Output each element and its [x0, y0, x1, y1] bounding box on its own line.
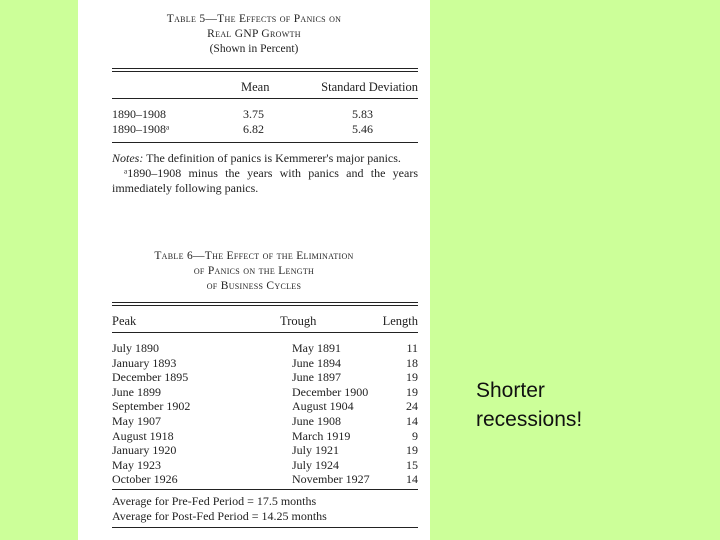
table6-header-peak: Peak [112, 314, 137, 328]
table6-title-line2: of Panics on the Length [193, 265, 315, 277]
table6-cell-peak: December 1895 [112, 370, 189, 385]
table6-cell-trough: December 1900 [292, 384, 369, 399]
table5-notes-text [112, 151, 418, 166]
table6-cell-trough: July 1921 [292, 443, 340, 458]
table5-notes-label: Notes: [112, 151, 144, 165]
table6-top-rule [112, 302, 418, 303]
table6-row [112, 341, 418, 356]
table6-row [112, 385, 418, 400]
table5-row [112, 122, 418, 137]
caption-line1: Shorter [476, 379, 545, 402]
table5-footnote: ᵃ1890–1908 minus the years with panics and the years immediately following panics. [112, 166, 418, 195]
table6-row [112, 370, 418, 385]
table5-notes [112, 151, 418, 196]
table6-cell-length: 11 [406, 341, 418, 355]
table5-title-line1: Table 5—The Effects of Panics on [166, 13, 342, 25]
table5-title-line2: Real GNP Growth [207, 28, 301, 40]
table6-cell-peak: August 1918 [112, 428, 174, 443]
table5-row-mean: 3.75 [243, 107, 264, 121]
table6-top-rule-2 [112, 305, 418, 306]
table6-cell-trough: November 1927 [292, 472, 370, 487]
table6-avg-post: Average for Post-Fed Period = 14.25 months [112, 509, 327, 523]
table5-row-label: 1890–1908 [112, 107, 166, 121]
table6-row [112, 443, 418, 458]
table6-title-line1: Table 6—The Effect of the Elimination [154, 250, 354, 262]
table6-cell-peak: June 1899 [112, 384, 161, 399]
table6-cell-peak: May 1907 [112, 414, 161, 428]
table6-row [112, 429, 418, 444]
table6-header-rule [112, 332, 418, 333]
table6-cell-peak: January 1920 [112, 443, 177, 458]
table5-top-rule-2 [112, 71, 418, 72]
table6-row [112, 399, 418, 414]
table6-cell-length: 14 [406, 472, 418, 487]
table6-row [112, 458, 418, 473]
table6-row [112, 414, 418, 429]
table6-cell-trough: June 1908 [292, 414, 341, 428]
table6-cell-length: 19 [406, 370, 418, 385]
table6-cell-length: 19 [406, 384, 418, 399]
slide-caption [476, 376, 582, 434]
table6-cell-peak: July 1890 [112, 341, 160, 355]
table6-cell-length: 24 [406, 399, 418, 414]
table6-header-trough: Trough [280, 314, 317, 328]
table5-header-rule [112, 98, 418, 99]
table5-row-sd: 5.46 [352, 122, 373, 136]
table5-bottom-rule [112, 142, 418, 143]
table6-avg-pre: Average for Pre-Fed Period = 17.5 months [112, 494, 317, 508]
table6-cell-length: 19 [406, 443, 418, 458]
table6-row [112, 356, 418, 371]
table6-end-rule [112, 527, 418, 528]
table6-cell-trough: June 1897 [292, 370, 341, 385]
table6-cell-trough: June 1894 [292, 355, 341, 370]
table6-cell-peak: September 1902 [112, 399, 191, 414]
scanned-tables-image [78, 0, 430, 540]
table5-notes-body: The definition of panics is Kemmerer's major panics. [146, 151, 401, 165]
table6-cell-trough: May 1891 [292, 341, 341, 355]
table6-bottom-rule [112, 489, 418, 490]
table5-title-line3: (Shown in Percent) [209, 43, 299, 55]
table6-cell-peak: January 1893 [112, 355, 177, 370]
table5-row-mean: 6.82 [243, 122, 264, 136]
table5-title [78, 12, 430, 57]
table6-cell-trough: March 1919 [292, 428, 351, 443]
caption-line2: recessions! [476, 408, 583, 431]
table6-cell-length: 18 [406, 355, 418, 370]
table6-cell-length: 14 [406, 414, 418, 428]
table6-cell-peak: October 1926 [112, 472, 178, 487]
table5-row-label: 1890–1908ᵃ [112, 122, 170, 136]
table6-cell-length: 9 [412, 428, 418, 443]
table5-row-sd: 5.83 [352, 107, 373, 121]
table6-title [78, 249, 430, 294]
table6-title-line3: of Business Cycles [206, 280, 302, 292]
table5-header-mean: Mean [241, 80, 270, 94]
table6-header-length: Length [382, 314, 418, 328]
table6-cell-trough: August 1904 [292, 399, 354, 414]
table5-header-sd: Standard Deviation [321, 80, 418, 94]
table5-row [112, 107, 418, 122]
table6-cell-trough: July 1924 [292, 457, 340, 472]
table6-cell-peak: May 1923 [112, 457, 161, 472]
table6-row [112, 472, 418, 487]
table6-cell-length: 15 [406, 457, 418, 472]
table5-top-rule [112, 68, 418, 69]
